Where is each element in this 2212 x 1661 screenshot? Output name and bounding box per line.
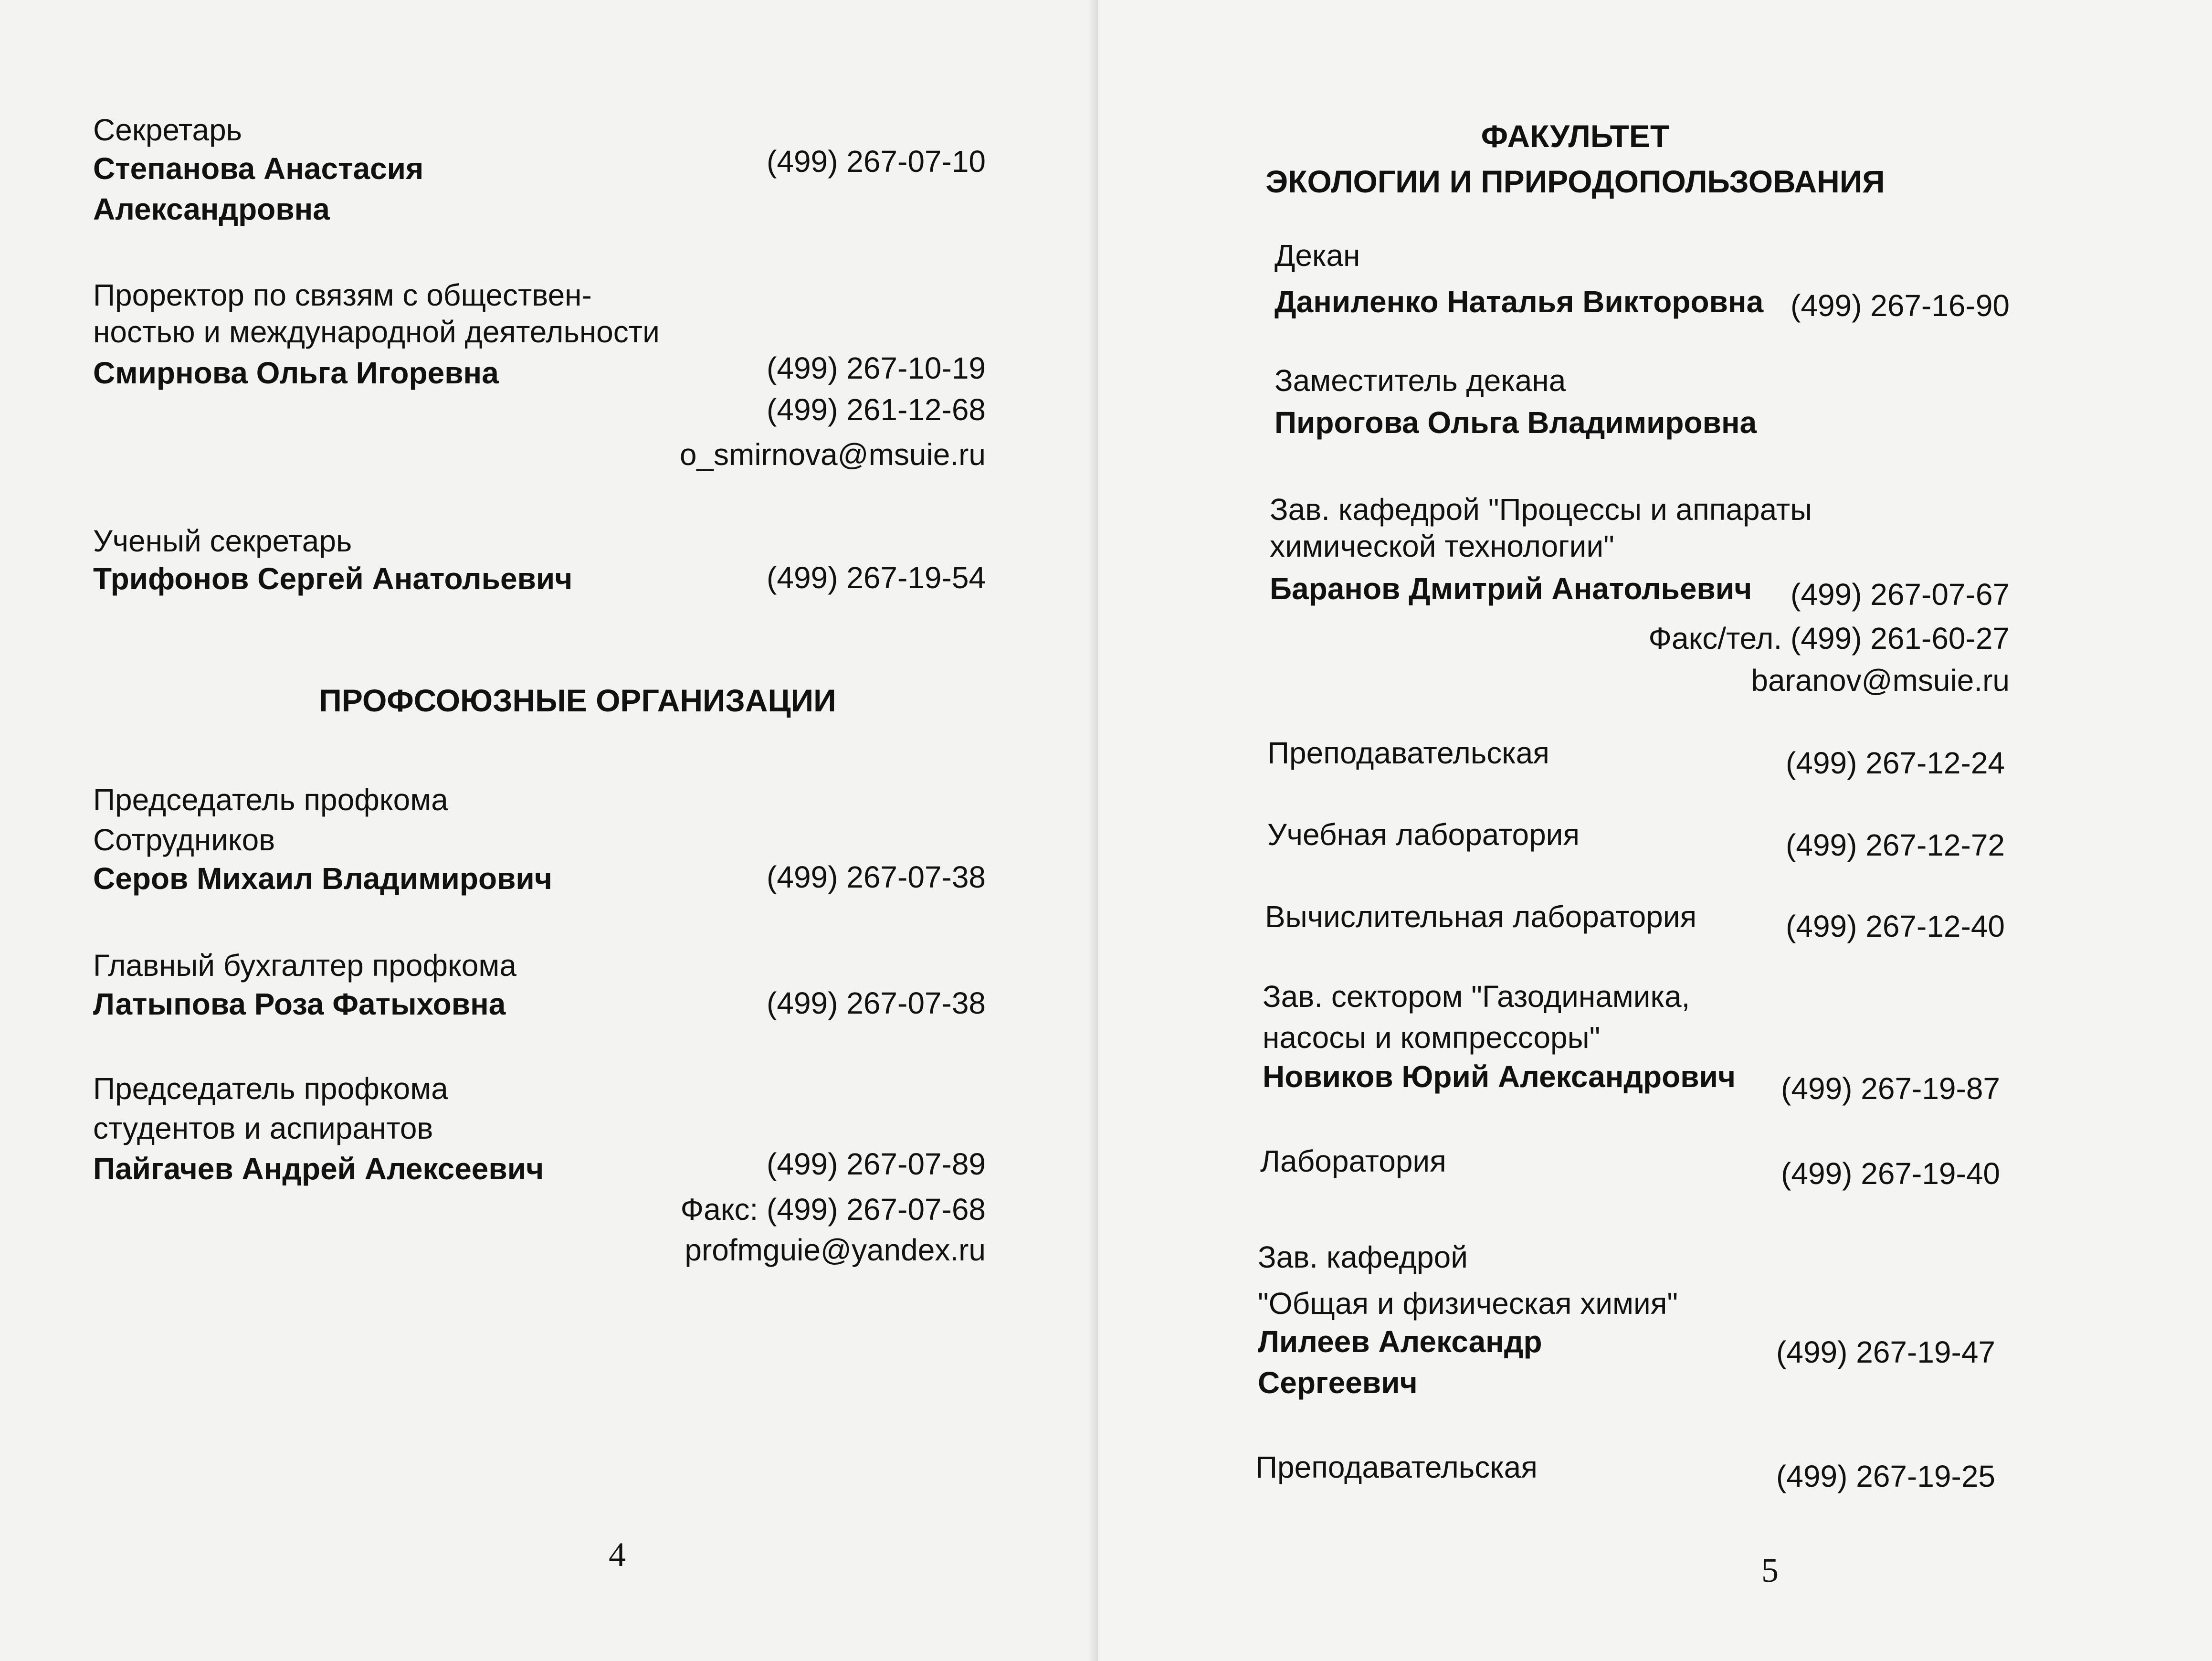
dept-processes-title-line2: химической технологии" <box>1270 529 1614 563</box>
student-union-email: profmguie@yandex.ru <box>685 1233 986 1267</box>
right-page <box>1098 0 2212 1661</box>
laboratory-phone: (499) 267-19-40 <box>1781 1156 2000 1191</box>
dept-processes-email: baranov@msuie.ru <box>1751 663 2010 698</box>
academic-secretary-phone: (499) 267-19-54 <box>767 561 986 595</box>
laboratory-title: Лаборатория <box>1260 1144 1446 1178</box>
section-heading-unions: ПРОФСОЮЗНЫЕ ОРГАНИЗАЦИИ <box>319 683 836 718</box>
dept-chemistry-title-line2: "Общая и физическая химия" <box>1258 1286 1678 1321</box>
computing-lab-phone: (499) 267-12-40 <box>1786 909 2005 943</box>
vice-rector-phone-1: (499) 267-10-19 <box>767 351 986 385</box>
deputy-dean-title: Заместитель декана <box>1275 363 1566 398</box>
secretary-title: Секретарь <box>93 113 242 147</box>
vice-rector-title-line1: Проректор по связям с обществен- <box>93 278 592 312</box>
secretary-name-line1: Степанова Анастасия <box>93 151 424 186</box>
left-page <box>0 0 1098 1661</box>
staff-union-phone: (499) 267-07-38 <box>767 860 986 894</box>
staff-union-title-line1: Председатель профкома <box>93 783 448 817</box>
gas-dynamics-name: Новиков Юрий Александрович <box>1263 1059 1736 1094</box>
staff-union-title-line2: Сотрудников <box>93 823 275 857</box>
vice-rector-name: Смирнова Ольга Игоревна <box>93 356 499 390</box>
dean-phone: (499) 267-16-90 <box>1791 288 2010 323</box>
student-union-name: Пайгачев Андрей Алексеевич <box>93 1152 544 1186</box>
teaching-lab-title: Учебная лаборатория <box>1267 817 1580 852</box>
teachers-room-2-title: Преподавательская <box>1255 1450 1538 1484</box>
page-number-left: 4 <box>609 1535 626 1574</box>
chief-accountant-phone: (499) 267-07-38 <box>767 986 986 1020</box>
dean-name: Даниленко Наталья Викторовна <box>1275 285 1764 319</box>
deputy-dean-name: Пирогова Ольга Владимировна <box>1275 405 1757 440</box>
student-union-title-line2: студентов и аспирантов <box>93 1111 433 1145</box>
secretary-name-line2: Александровна <box>93 192 330 226</box>
dept-processes-phone: (499) 267-07-67 <box>1791 577 2010 612</box>
gas-dynamics-title-line1: Зав. сектором "Газодинамика, <box>1263 979 1690 1014</box>
staff-union-name: Серов Михаил Владимирович <box>93 861 552 896</box>
dept-processes-fax: Факс/тел. (499) 261-60-27 <box>1648 621 2010 656</box>
dept-chemistry-title-line1: Зав. кафедрой <box>1258 1240 1468 1274</box>
dept-processes-name: Баранов Дмитрий Анатольевич <box>1270 571 1752 606</box>
chief-accountant-name: Латыпова Роза Фатыховна <box>93 987 506 1021</box>
student-union-fax: Факс: (499) 267-07-68 <box>680 1192 986 1227</box>
teachers-room-1-title: Преподавательская <box>1267 736 1549 770</box>
chief-accountant-title: Главный бухгалтер профкома <box>93 948 516 983</box>
dean-title: Декан <box>1275 238 1360 273</box>
faculty-heading-line2: ЭКОЛОГИИ И ПРИРОДОПОЛЬЗОВАНИЯ <box>1265 164 1885 199</box>
teachers-room-1-phone: (499) 267-12-24 <box>1786 746 2005 780</box>
teaching-lab-phone: (499) 267-12-72 <box>1786 828 2005 862</box>
vice-rector-email: o_smirnova@msuie.ru <box>679 437 986 472</box>
vice-rector-title-line2: ностью и международной деятельности <box>93 315 660 349</box>
academic-secretary-title: Ученый секретарь <box>93 524 352 558</box>
vice-rector-phone-2: (499) 261-12-68 <box>767 392 986 427</box>
dept-processes-title-line1: Зав. кафедрой "Процессы и аппараты <box>1270 492 1812 527</box>
computing-lab-title: Вычислительная лаборатория <box>1265 899 1697 934</box>
student-union-title-line1: Председатель профкома <box>93 1071 448 1106</box>
teachers-room-2-phone: (499) 267-19-25 <box>1776 1459 1995 1493</box>
gas-dynamics-title-line2: насосы и компрессоры" <box>1263 1020 1601 1055</box>
gas-dynamics-phone: (499) 267-19-87 <box>1781 1071 2000 1106</box>
dept-chemistry-name-line1: Лилеев Александр <box>1258 1324 1542 1359</box>
dept-chemistry-name-line2: Сергеевич <box>1258 1365 1418 1400</box>
page-number-right: 5 <box>1761 1551 1779 1589</box>
student-union-phone: (499) 267-07-89 <box>767 1147 986 1181</box>
academic-secretary-name: Трифонов Сергей Анатольевич <box>93 561 573 596</box>
faculty-heading-line1: ФАКУЛЬТЕТ <box>1481 118 1670 154</box>
dept-chemistry-phone: (499) 267-19-47 <box>1776 1335 1995 1369</box>
secretary-phone: (499) 267-07-10 <box>767 144 986 179</box>
